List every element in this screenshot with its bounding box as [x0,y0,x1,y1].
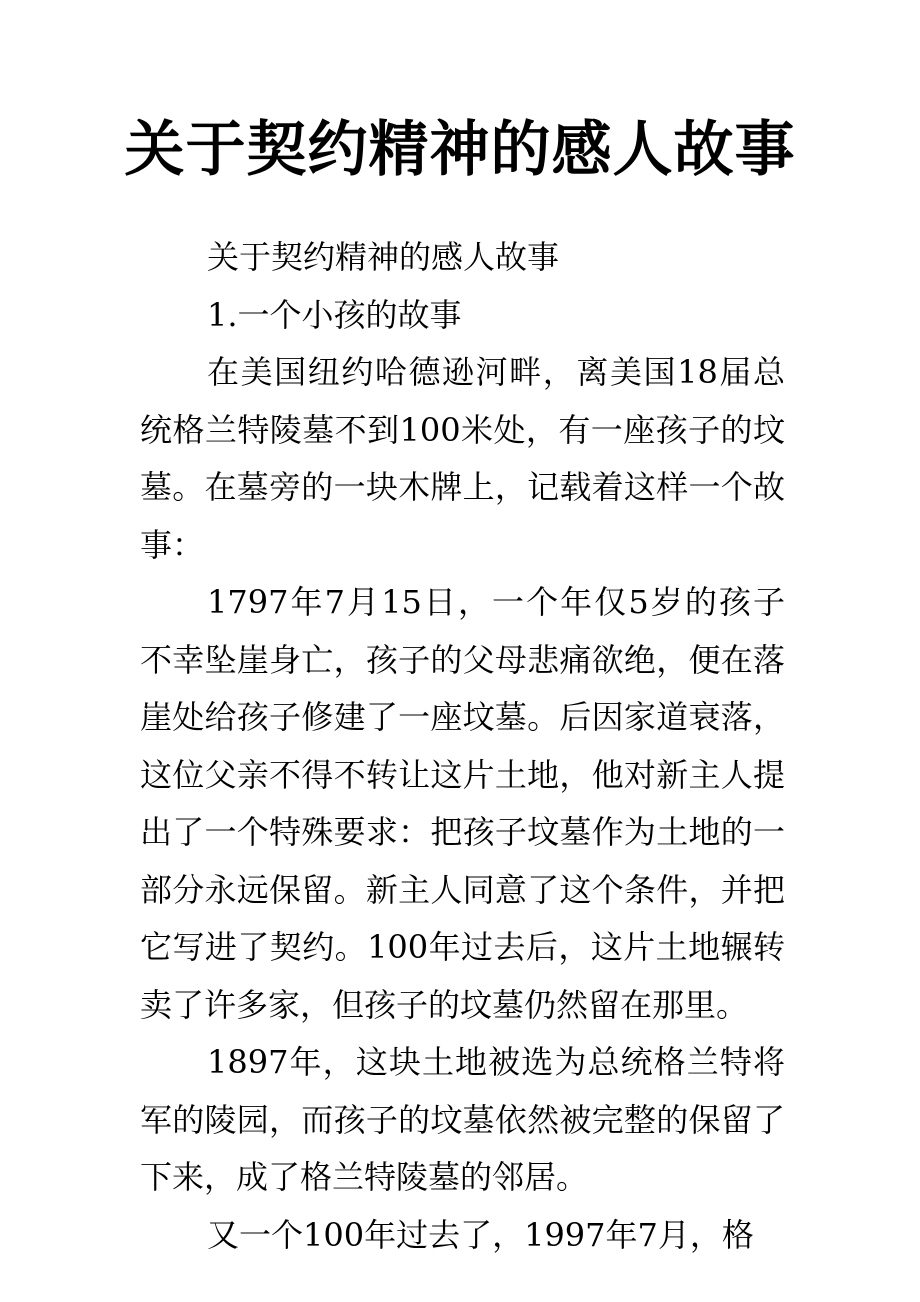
paragraph: 又一个100年过去了，1997年7月，格 [207,1215,754,1254]
paragraph: 1897年，这块土地被选为总统格兰特将军的陵园，而孩子的坟墓依然被完整的保留了下来，成了格兰特陵墓的邻居。 [140,1043,785,1196]
document-body [140,229,785,1264]
document-title: 关于契约精神的感人故事 [124,115,796,185]
paragraph-section-heading: 1.一个小孩的故事 [207,295,462,334]
paragraph-subtitle: 关于契约精神的感人故事 [207,238,560,276]
paragraph: 在美国纽约哈德逊河畔，离美国18届总统格兰特陵墓不到100米处，有一座孩子的坟墓。在墓旁的一块木牌上，记载着这样一个故事： [140,353,785,564]
paragraph: 1797年7月15日，一个年仅5岁的孩子不幸坠崖身亡，孩子的父母悲痛欲绝，便在落崖处给孩子修建了一座坟墓。后因家道衰落，这位父亲不得不转让这片土地，他对新主人提出了一个特殊要求：把孩子坟墓作为土地的一部分永远保留。新主人同意了这个条件，并把它写进了契约。100年过去后，这片土地辗转卖了许多家，但孩子的坟墓仍然留在那里。 [140,583,785,1024]
